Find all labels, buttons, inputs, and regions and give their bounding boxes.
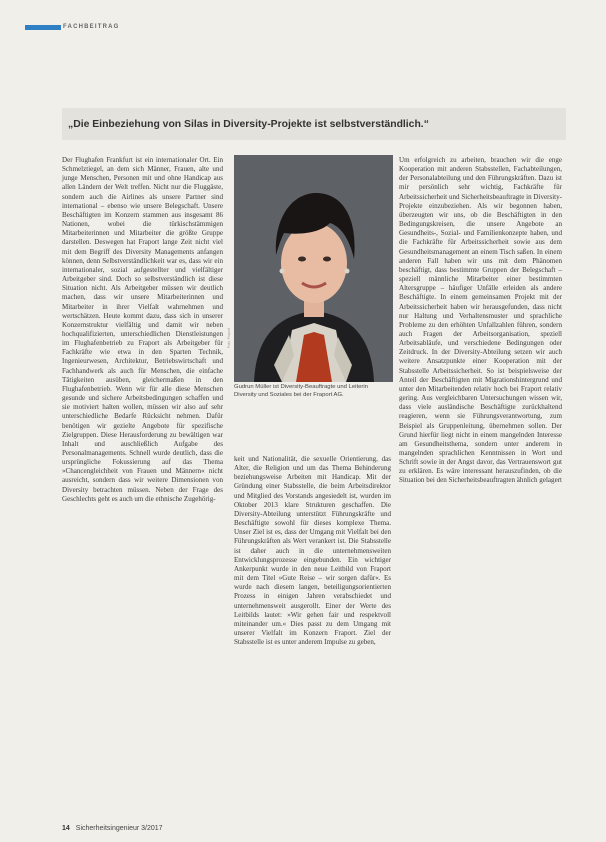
headline-text: „Die Einbeziehung von Silas in Diversity-Projekte ist selbstverständlich.“ — [68, 118, 429, 130]
body-column-2: keit und Nationalität, die sexuelle Orientierung, das Alter, die Religion und um das Thema Behinderung beziehungsweise Arbeiten mit Handicap. Mit der Gründung einer Stabsstelle, die beim Arbeitsdirektor und Mitglied des Vorstands angesiedelt ist, wurden im Oktober 2013 klare Strukturen geschaffen. Die Diversity-Abteilung unterstützt Führungskräfte und Beschäftigte sowohl für dieses komplexe Thema. Unser Ziel ist es, dass der Umgang mit Vielfalt bei den Führungskräften als Wert verankert ist. Die Stabsstelle ist daher auch in die unternehmensweiten Entwicklungsprozesse eingebunden. Ein wichtiger Ankerpunkt wurde in den neue Leitbild von Fraport mit dem Titel »Gute Reise – wir sorgen dafür«. Es wurde nach diesem langen, beteiligungsorientierten Prozess in einigen Jahren verabschiedet und unternehmensweit ausgerollt. Einer der Werte des Leitbilds lautet: »Wir gehen fair und respektvoll miteinander um.« Dies passt zu dem Umgang mit unserer Vielfalt im Konzern Fraport. Ziel der Stabsstelle ist es unter anderem Impulse zu geben, — [234, 455, 391, 647]
photo-caption: Gudrun Müller ist Diversity-Beauftragte und Leiterin Diversity und Soziales bei der Fraport AG. — [234, 384, 368, 398]
page-number: 14 — [62, 825, 70, 832]
body-column-3: Um erfolgreich zu arbeiten, brauchen wir die enge Kooperation mit anderen Stabsstellen, Fachabteilungen, der Personalabteilung und den Führungskräften. Dazu ist mir persönlich sehr wichtig, Fachkräfte für Arbeitssicherheit und Sicherheitsbeauftragte in Diversity-Projekte einzubeziehen. Als wir begonnen haben, überzeugten wir uns, ob die Beschäftigten in den Bedingungskreisen, die unsere Angebote an Gesundheits-, Sozial- und Familienkonzepte haben, und die Fachkräfte für Arbeitssicherheit sowie aus dem Gesundheitsmanagement an einem Tisch saßen. In einem anderen Fall haben wir uns mit dem Phänomen beschäftigt, dass bestimmte Gruppen der Belegschaft – speziell männliche Mitarbeiter einer bestimmten Altersgruppe – häufiger Unfälle erleiden als andere Beschäftigte. In einem gemeinsamen Projekt mit der Arbeitssicherheit haben wir herausgefunden, dass nicht nur Haltung und Verhaltensmuster und sprachliche Probleme zu den erhöhten Unfallzahlen führen, sondern auch Fragen der Arbeitsorganisation, speziell Arbeitsabläufe, und verschiedene Bedingungen oder Zeitdruck. In der Diversity-Abteilung setzen wir auch weitere Ansatzpunkte einer Kooperation mit der Stabsstelle Arbeitssicherheit. So ist beispielsweise der Anteil der Beschäftigten mit Migrationshintergrund und unter den Mitarbeitenden relativ hoch bei Fraport relativ gering. Aus vergleichbaren Untersuchungen wissen wir, dass viele ausländische Beschäftigte zurückhaltend reagieren, wenn sie Führungsverantwortung, zum Beispiel als Gruppenleitung, übernehmen sollen. Der Grund hierfür liegt nicht in einem mangelnden Interesse am Gesundheitsthema, sondern unter anderem in mangelnden sprachlichen Kenntnissen in Wort und Schrift sowie in der Angst davor, das Vertrauenswort gut zu erklären. Es wäre interessant herauszufinden, ob die Situation bei den Sicherheitsbeauftragten ähnlich gelagert — [399, 156, 563, 485]
section-accent-bar — [25, 25, 61, 30]
section-label: FACHBEITRAG — [63, 24, 120, 30]
body-column-1: Der Flughafen Frankfurt ist ein internationaler Ort. Ein Schmelztiegel, an dem sich Männer, Frauen, alte und junge Menschen, Personen mit und ohne Handicap aus allen Ländern der Welt treffen. Nicht nur die Fluggäste, sondern auch die Airlines als unsere Partner sind international – ebenso wie unsere Belegschaft. Unsere Beschäftigten im Konzern stammen aus insgesamt 86 Nationen, wobei die türkischstämmigen Mitarbeiterinnen und Mitarbeiter die größte Gruppe darstellen. Deswegen hat Fraport lange Zeit nicht viel mit dem Begriff des Diversity Managements anfangen können, denn Selbstverständlichkeit war es, dass wir ein internationaler, sozial aufgestellter und vielfältiger Arbeitgeber sind. Doch so selbstverständlich ist diese Situation nicht. Als Arbeitgeber müssen wir deutlich machen, dass wir unsere Mitarbeiterinnen und Mitarbeiter in ihrer Vielfalt wahrnehmen und wertschätzen. Heute kommt dazu, dass sich in unserer Konzernstruktur vielfältig und damit wir neben hochqualifizierten, unterschiedlichen Dienstleistungen im Flughafenbetrieb zu Fraport als Arbeitgeber für Fachkräfte wie etwa in den Sparten Technik, Ingenieurwesen, Architektur, Betriebswirtschaft und Fachhandwerk als auch für Menschen, die einfache Tätigkeiten ausüben, gleichermaßen in den Flughafenbetrieb. Wenn wir für alle diese Menschen gesunde und sichere Arbeitsbedingungen schaffen und sie motiviert halten wollen, müssen wir also auf sehr unterschiedliche Bedarfe Rücksicht nehmen. Dafür benötigen wir gezielte Angebote für spezifische Zielgruppen. Diese Herausforderung zu bewältigen war Inhalt und auschließlich Aufgabe des Personalmanagements. Schnell wurde deutlich, dass die ursprüngliche Fokussierung auf das Thema »Chancengleichheit von Frauen und Männern« nicht ausreicht, sondern dass wir weitere Dimensionen von Diversity betrachten müssen. Neben der Frage des Geschlechts geht es auch um die ethnische Zugehörig- — [62, 156, 223, 503]
page-footer — [62, 825, 163, 832]
photo-credit: Foto: Fraport — [227, 327, 231, 348]
section-header — [25, 22, 120, 32]
publication-name: Sicherheitsingenieur 3/2017 — [75, 825, 163, 832]
portrait-illustration — [234, 155, 393, 382]
pull-quote-headline — [62, 108, 566, 140]
portrait-photo — [234, 155, 393, 382]
